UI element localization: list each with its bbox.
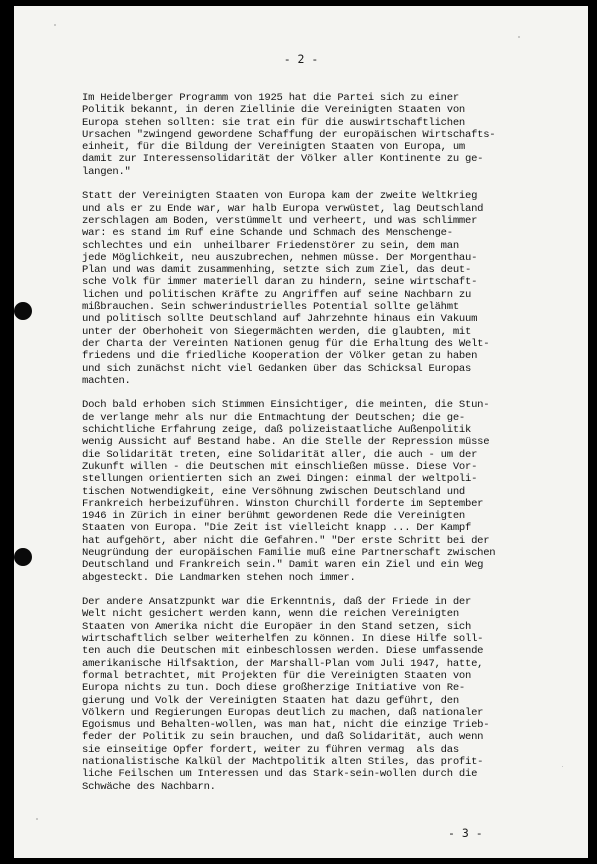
punch-hole (14, 302, 32, 320)
text-line: wenig Aussicht auf Bestand habe. An die Stelle der Repression müsse (82, 436, 490, 449)
text-line: zerschlagen am Boden, verstümmelt und verheert, und was schlimmer (82, 214, 478, 227)
text-line: mißbrauchen. Sein schwerindustrielles Potential sollte gelähmt (82, 301, 459, 314)
text-line: sche Volk für immer materiell daran zu hindern, seine wirtschaft- (82, 276, 478, 289)
text-line: wirtschaftlich selber weiterhelfen zu können. In diese Hilfe soll- (82, 633, 484, 646)
text-line: Egoismus und Behalten-wollen, was man hat, nicht die einzige Trieb- (82, 719, 490, 732)
text-line: der Charta der Vereinten Nationen genug für die Erhaltung des Welt- (82, 337, 490, 350)
text-line: Frankreich herbeizuführen. Winston Churchill forderte im September (82, 497, 484, 510)
text-line: Der andere Ansatzpunkt war die Erkenntnis, daß der Friede in der (82, 596, 472, 609)
text-line: abgesteckt. Die Landmarken stehen noch immer. (82, 571, 356, 584)
text-line: Neugründung der europäischen Familie muß eine Partnerschaft zwischen (82, 546, 496, 559)
text-line: Im Heidelberger Programm von 1925 hat die Partei sich zu einer (82, 92, 459, 104)
text-line: feder der Politik zu sein brauchen, und daß Solidarität, auch wenn (82, 731, 484, 744)
text-line: hat aufgehört, aber nicht die Gefahren." "Der erste Schritt bei der (82, 534, 490, 547)
text-line: 1946 in Zürich in einer berühmt gewordenen Rede die Vereinigten (82, 510, 465, 523)
document-page (14, 6, 588, 858)
text-line: war: es stand im Ruf eine Schande und Schmach des Menschenge- (82, 227, 453, 240)
text-line: Politik bekannt, in deren Ziellinie die Vereinigten Staaten von (82, 104, 465, 117)
text-line: und politisch sollte Deutschland auf Jahrzehnte hinaus ein Vakuum (82, 313, 478, 326)
text-line: Ursachen "zwingend gewordene Schaffung der europäischen Wirtschafts- (82, 128, 496, 141)
text-line: Zukunft willen - die Deutschen mit einschließen müsse. Diese Vor- (82, 460, 478, 473)
text-line: stellungen orientierten sich an zwei Dingen: einmal der weltpoli- (82, 473, 478, 486)
scan-speck (36, 818, 38, 820)
paragraph (82, 92, 566, 178)
text-line: schlechtes und ein unheilbarer Friedenstörer zu sein, dem man (82, 239, 459, 252)
page-number-top: - 2 - (283, 52, 319, 66)
text-line: tischen Notwendigkeit, eine Versöhnung zwischen Deutschland und (82, 485, 465, 498)
text-line: de verlange mehr als nur die Entmachtung der Deutschen; die ge- (82, 411, 465, 424)
text-line: gierung und Volk der Vereinigten Staaten hat dazu geführt, den (82, 694, 459, 707)
punch-hole (14, 548, 32, 566)
text-line: und als er zu Ende war, war halb Europa verwüstet, lag Deutschland (82, 202, 484, 215)
text-line: nationalistische Kalkül der Machtpolitik alten Stiles, das profit- (82, 756, 484, 769)
text-line: ten auch die Deutschen mit einbeschlossen werden. Diese umfassende (82, 645, 484, 658)
text-line: Europa nichts zu tun. Doch diese großherzige Initiative von Re- (82, 682, 465, 695)
text-line: machten. (82, 374, 131, 387)
text-line: Welt nicht gesichert werden kann, wenn die reichen Vereinigten (82, 608, 459, 621)
text-line: liche Feilschen um Interessen und das Stark-sein-wollen durch die (82, 768, 478, 781)
text-line: Statt der Vereinigten Staaten von Europa kam der zweite Weltkrieg (82, 190, 478, 203)
text-line: schichtliche Erfahrung zeige, daß polizeistaatliche Außenpolitik (82, 424, 472, 437)
paragraph (82, 190, 566, 387)
scan-speck (518, 36, 520, 38)
text-line: Deutschland und Frankreich sein." Damit waren ein Ziel und ein Weg (82, 559, 484, 572)
text-line: lichen und politischen Kräfte zu Angriffen auf seine Nachbarn zu (82, 288, 472, 301)
text-line: Völkern und Regierungen Europas deutlich zu machen, daß nationaler (82, 706, 484, 719)
text-line: die Solidarität treten, eine Solidarität aller, die auch - um der (82, 448, 478, 461)
text-line: jede Möglichkeit, neu auszubrechen, nehmen müsse. Der Morgenthau- (82, 251, 478, 264)
text-line: einheit, für die Bildung der Vereinigten Staaten von Europa, um (82, 141, 465, 154)
text-line: und sich zunächst nicht viel Gedanken über das Schicksal Europas (82, 362, 472, 375)
text-line: sie einseitige Opfer fordert, weiter zu führen vermag als das (82, 743, 459, 756)
text-line: damit zur Interessensolidarität der Völker aller Kontinente zu ge- (82, 153, 484, 166)
text-line: langen." (82, 165, 131, 178)
text-line: amerikanische Hilfsaktion, der Marshall-Plan vom Juli 1947, hatte, (82, 657, 484, 670)
text-line: Doch bald erhoben sich Stimmen Einsichtiger, die meinten, die Stun- (82, 399, 490, 412)
text-line: Staaten von Europa. "Die Zeit ist vielleicht knapp ... Der Kampf (82, 522, 472, 535)
text-line: Schwäche des Nachbarn. (82, 780, 216, 793)
text-line: Europa stehen sollten: sie trat ein für die auswirtschaftlichen (82, 116, 465, 129)
text-line: formal betrachtet, mit Projekten für die Vereinigten Staaten von (82, 669, 472, 682)
scan-speck (54, 24, 56, 26)
text-line: Staaten von Amerika nicht die Europäer in den Stand setzen, sich (82, 620, 472, 633)
paragraph (82, 596, 566, 793)
page-number-bottom: - 3 - (448, 826, 483, 840)
paragraph (82, 399, 566, 583)
text-line: friedens und die friedliche Kooperation der Völker getan zu haben (82, 350, 478, 363)
text-line: unter der Oberhoheit von Siegermächten werden, die glaubten, mit (82, 325, 472, 338)
scan-speck (562, 766, 563, 767)
text-line: Plan und was damit zusammenhing, setzte sich zum Ziel, das deut- (82, 264, 472, 277)
body-text (82, 92, 566, 805)
